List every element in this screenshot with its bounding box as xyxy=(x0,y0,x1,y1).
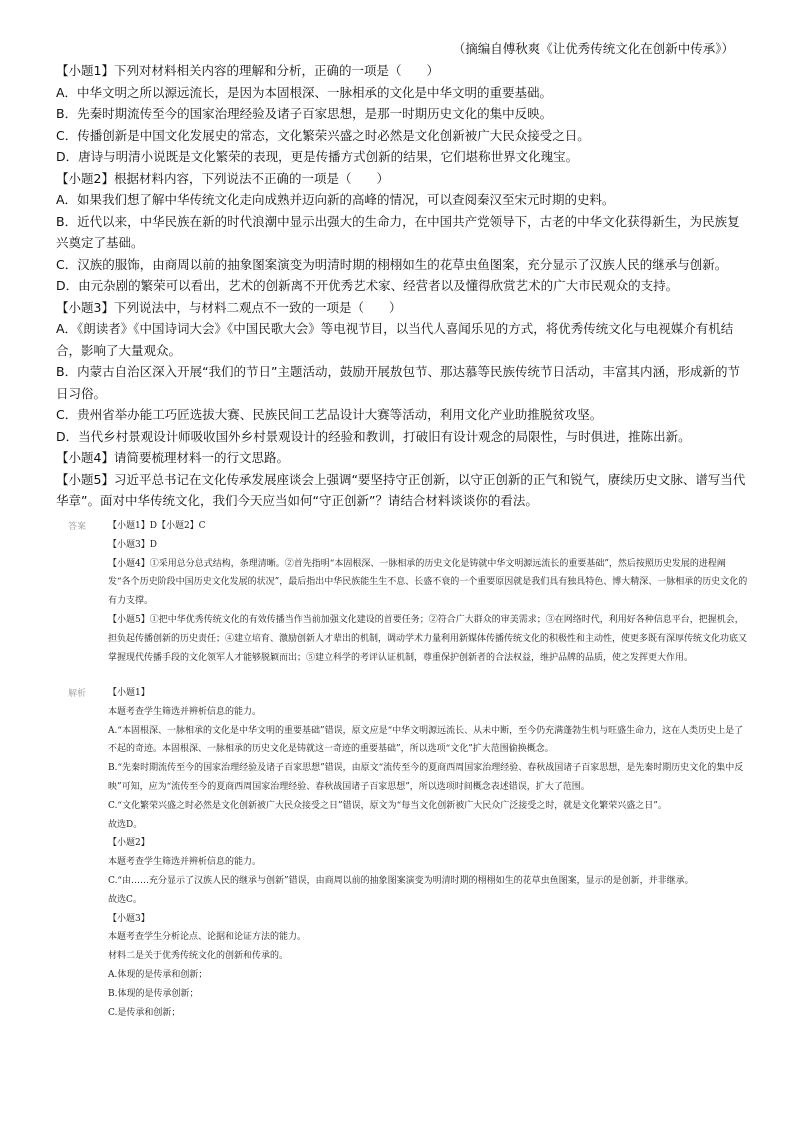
answer-line: 【小题5】①把中华优秀传统文化的有效传播当作当前加强文化建设的首要任务；②符合广大群众的审美需求；③在网络时代，利用好各种信息平台，把握机会，担负起传播创新的历史责任；④建立培育、激励创新人才辈出的机制，调动学术力量利用新媒体传播传统文化的积极性和主动性，使更多既有深厚传统文化功底又掌握现代传播手段的文化领军人才能够脱颖而出；⑤建立科学的考评认证机制，尊重保护创新者的合法权益，维护品牌的品质，使之发挥更大作用。 xyxy=(108,614,748,663)
answer-label: 答案 xyxy=(68,521,87,531)
option-line: C．汉族的服饰，由商周以前的抽象图案演变为明清时期的栩栩如生的花草虫鱼图案，充分显示了汉族人民的继承与创新。 xyxy=(56,256,728,272)
answer-line: 【小题1】D【小题2】C xyxy=(108,521,206,531)
option-line: D．当代乡村景观设计师吸收国外乡村景观设计的经验和教训，打破旧有设计观念的局限性，与时俱进，推陈出新。 xyxy=(56,428,691,444)
analysis-line: 本题考查学生筛选并辨析信息的能力。 xyxy=(108,706,262,717)
analysis-section xyxy=(68,684,748,1022)
analysis-line: 【小题3】 xyxy=(108,913,150,924)
analysis-content xyxy=(108,684,748,1022)
analysis-line: 【小题2】 xyxy=(108,838,150,849)
source-citation: （摘编自傅秋爽《让优秀传统文化在创新中传承》） xyxy=(452,41,734,56)
question-2-stem: 【小题2】根据材料内容，下列说法不正确的一项是（ ） xyxy=(56,170,389,186)
option-line: C．贵州省举办能工巧匠选拔大赛、民族民间工艺品设计大赛等活动，利用文化产业助推脱贫攻坚。 xyxy=(56,407,603,422)
analysis-line: 故选C。 xyxy=(108,894,142,905)
analysis-line: A.“本固根深、一脉相承的文化是中华文明的重要基础”错误，原文应是“中华文明源远流长、从未中断，至今仍充满蓬勃生机与旺盛生命力，这在人类历史上是了不起的奇迹。本固根深、一脉相承的历史文化是铸就这一奇迹的重要基础”，所以选项“文化”扩大范围偷换概念。 xyxy=(108,725,744,755)
question-1-stem: 【小题1】下列对材料相关内容的理解和分析，正确的一项是（ ） xyxy=(56,63,439,78)
analysis-line: B.“先秦时期流传至今的国家治理经验及诸子百家思想”错误，由原文“流传至今的夏商西周国家治理经验、春秋战国诸子百家思想，是先秦时期历史文化的集中反映”可知，应为“流传至今的夏商西周国家治理经验、春秋战国诸子百家思想”，所以选项时间概念表述错误，扩大了范围。 xyxy=(108,763,744,792)
analysis-line: 本题考查学生筛选并辨析信息的能力。 xyxy=(108,857,262,868)
question-5-stem: 【小题5】习近平总书记在文化传承发展座谈会上强调“要坚持守正创新，以守正创新的正气和锐气，赓续历史文脉、谱写当代华章”。面对中华传统文化，我们今天应当如何“守正创新”？请结合材料谈谈你的看法。 xyxy=(56,471,746,508)
answer-section xyxy=(68,517,748,667)
question-3-stem: 【小题3】下列说法中，与材料二观点不一致的一项是（ ） xyxy=(56,299,402,315)
analysis-line: 故选D。 xyxy=(108,819,143,830)
option-line: A．《朗读者》《中国诗词大会》《中国民歌大会》等电视节目，以当代人喜闻乐见的方式，将优秀传统文化与电视媒介有机结合，影响了大量观众。 xyxy=(56,321,734,358)
option-line: D．唐诗与明清小说既是文化繁荣的表现，更是传播方式创新的结果，它们堪称世界文化瑰宝。 xyxy=(56,149,579,164)
analysis-line: 材料二是关于优秀传统文化的创新和传承的。 xyxy=(108,951,289,962)
option-line: A．中华文明之所以源远流长，是因为本固根深、一脉相承的文化是中华文明的重要基础。 xyxy=(56,84,553,100)
option-line: A．如果我们想了解中华传统文化走向成熟并迈向新的高峰的情况，可以查阅秦汉至宋元时期的史料。 xyxy=(56,192,615,207)
answer-content xyxy=(108,517,748,667)
analysis-label: 解析 xyxy=(68,688,87,698)
option-line: B．内蒙古自治区深入开展“我们的节日”主题活动，鼓励开展敖包节、那达慕等民族传统节日活动，丰富其内涵，形成新的节日习俗。 xyxy=(56,364,741,401)
analysis-line: B.体现的是传承创新； xyxy=(108,988,199,999)
analysis-line: 本题考查学生分析论点、论据和论证方法的能力。 xyxy=(108,932,307,943)
analysis-line: C.“由……充分显示了汉族人民的继承与创新”错误，由商周以前的抽象图案演变为明清时期的栩栩如生的花草虫鱼图案，显示的是创新，并非继承。 xyxy=(108,875,694,886)
option-line: D．由元杂剧的繁荣可以看出，艺术的创新离不开优秀艺术家、经营者以及懂得欣赏艺术的广大市民观众的支持。 xyxy=(56,278,679,293)
option-line: C．传播创新是中国文化发展史的常态，文化繁荣兴盛之时必然是文化创新被广大民众接受之日。 xyxy=(56,127,590,143)
analysis-line: C.是传承和创新； xyxy=(108,1007,181,1018)
questions-section xyxy=(56,60,746,512)
analysis-line: A.体现的是传承和创新； xyxy=(108,969,208,980)
analysis-line: C.“文化繁荣兴盛之时必然是文化创新被广大民众接受之日”错误，原文为“每当文化创新被广大民众广泛接受之时，就是文化繁荣兴盛之日”。 xyxy=(108,800,667,811)
answer-line: 【小题4】①采用总分总式结构，条理清晰。②首先指明“本固根深、一脉相承的历史文化是铸就中华文明源远流长的重要基础”，然后按照历史发展的进程阐发“各个历史阶段中国历史文化发展的状况”，最后指出中华民族能生生不息、长盛不衰的一个重要原因就是我们具有独具特色、博大精深、一脉相承的历史文化的有力支撑。 xyxy=(108,558,748,607)
question-4-stem: 【小题4】请简要梳理材料一的行文思路。 xyxy=(56,450,289,465)
answer-line: 【小题3】D xyxy=(108,539,157,550)
option-line: B．近代以来，中华民族在新的时代浪潮中显示出强大的生命力，在中国共产党领导下，古老的中华文化获得新生，为民族复兴奠定了基础。 xyxy=(56,213,740,250)
analysis-line: 【小题1】 xyxy=(108,688,150,698)
option-line: B．先秦时期流传至今的国家治理经验及诸子百家思想，是那一时期历史文化的集中反映。 xyxy=(56,106,553,121)
